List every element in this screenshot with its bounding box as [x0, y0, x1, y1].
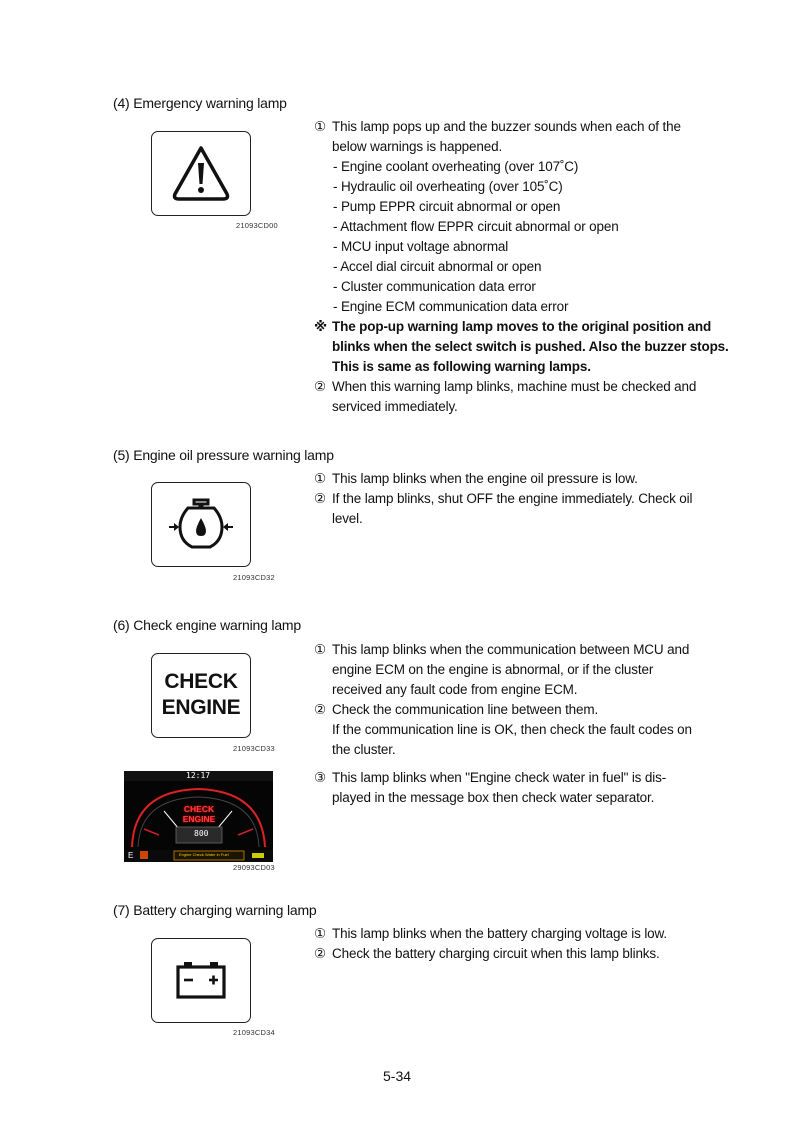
- battery-icon: [152, 939, 250, 1022]
- figure-code-emergency: 21093CD00: [236, 221, 278, 230]
- line-text: - Hydraulic oil overheating (over 105˚C): [333, 179, 563, 194]
- line-text: This lamp pops up and the buzzer sounds when each of the: [332, 119, 681, 134]
- description-line: [314, 944, 660, 964]
- description-line: [314, 700, 598, 720]
- list-marker: ②: [314, 379, 326, 394]
- cluster-message-box: Engine Check Water in Fuel: [179, 852, 229, 857]
- line-text: blinks when the select switch is pushed. Also the buzzer stops.: [332, 339, 729, 354]
- line-text: below warnings is happened.: [332, 139, 503, 154]
- line-text: This is same as following warning lamps.: [332, 359, 591, 374]
- cluster-check-engine-warning: [182, 804, 216, 824]
- description-line: [314, 720, 692, 740]
- line-text: played in the message box then check water separator.: [332, 790, 655, 805]
- list-marker: ③: [314, 770, 326, 785]
- check-engine-icon: [152, 669, 250, 721]
- description-line: [333, 197, 560, 217]
- line-text: level.: [332, 511, 363, 526]
- line-text: - Engine ECM communication data error: [333, 299, 569, 314]
- line-text: - Pump EPPR circuit abnormal or open: [333, 199, 561, 214]
- list-marker: ①: [314, 642, 326, 657]
- description-line: [314, 680, 577, 700]
- cluster-check-label: CHECK: [183, 804, 215, 814]
- figure-code-check: 21093CD33: [233, 744, 275, 753]
- engine-label: ENGINE: [161, 696, 241, 719]
- check-label: CHECK: [164, 670, 238, 693]
- oil-pressure-icon: [152, 483, 250, 566]
- list-marker: ①: [314, 119, 326, 134]
- description-line: [314, 924, 667, 944]
- line-text: - Accel dial circuit abnormal or open: [333, 259, 542, 274]
- line-text: - Cluster communication data error: [333, 279, 536, 294]
- line-text: The pop-up warning lamp moves to the original position and: [332, 319, 712, 334]
- description-line: [333, 177, 563, 197]
- line-text: - Engine coolant overheating (over 107˚C): [333, 159, 579, 174]
- description-line: [314, 660, 653, 680]
- emergency-lamp-box: [151, 131, 251, 216]
- line-text: This lamp blinks when the battery charging voltage is low.: [332, 926, 667, 941]
- list-marker: ②: [314, 946, 326, 961]
- cluster-engine-label: ENGINE: [182, 814, 216, 824]
- line-text: This lamp blinks when the engine oil pressure is low.: [332, 471, 638, 486]
- line-text: If the communication line is OK, then check the fault codes on: [332, 722, 692, 737]
- warning-triangle-icon: [152, 132, 250, 215]
- line-text: engine ECM on the engine is abnormal, or if the cluster: [332, 662, 654, 677]
- cluster-rpm-readout: 800: [194, 829, 209, 838]
- list-marker: ※: [314, 319, 327, 334]
- description-line: [333, 237, 508, 257]
- line-text: received any fault code from engine ECM.: [332, 682, 578, 697]
- description-line: [314, 469, 638, 489]
- line-text: This lamp blinks when the communication between MCU and: [332, 642, 690, 657]
- description-line: [314, 788, 654, 808]
- figure-code-oil: 21093CD32: [233, 573, 275, 582]
- line-text: When this warning lamp blinks, machine must be checked and: [332, 379, 697, 394]
- line-text: If the lamp blinks, shut OFF the engine immediately. Check oil: [332, 491, 693, 506]
- description-line: [314, 640, 689, 660]
- cluster-fuel-empty-label: E: [128, 851, 134, 860]
- description-line: [314, 137, 502, 157]
- list-marker: ①: [314, 471, 326, 486]
- description-line: [314, 357, 591, 377]
- description-line: [333, 217, 619, 237]
- section-heading-check: (6) Check engine warning lamp: [113, 617, 301, 633]
- battery-lamp-box: [151, 938, 251, 1023]
- line-text: Check the communication line between them.: [332, 702, 599, 717]
- description-line: [314, 509, 363, 529]
- line-text: This lamp blinks when "Engine check water in fuel" is dis-: [332, 770, 667, 785]
- description-line: [333, 257, 541, 277]
- description-line: [314, 768, 666, 788]
- check-engine-lamp-box: [151, 653, 251, 738]
- figure-code-cluster: 29093CD03: [233, 863, 275, 872]
- description-line: [314, 117, 681, 137]
- line-text: the cluster.: [332, 742, 396, 757]
- description-line: [314, 489, 692, 509]
- list-marker: ②: [314, 491, 326, 506]
- list-marker: ①: [314, 926, 326, 941]
- line-text: - Attachment flow EPPR circuit abnormal or open: [333, 219, 619, 234]
- figure-code-battery: 21093CD34: [233, 1028, 275, 1037]
- section-heading-emergency: (4) Emergency warning lamp: [113, 95, 287, 111]
- section-heading-oil: (5) Engine oil pressure warning lamp: [113, 447, 334, 463]
- description-line: [333, 157, 578, 177]
- description-line: [314, 397, 458, 417]
- oil-lamp-box: [151, 482, 251, 567]
- description-line: [314, 317, 711, 337]
- list-marker: ②: [314, 702, 326, 717]
- description-line: [314, 337, 729, 357]
- section-heading-battery: (7) Battery charging warning lamp: [113, 902, 317, 918]
- page-number: 5-34: [383, 1068, 412, 1084]
- description-line: [333, 297, 568, 317]
- cluster-time-readout: 12:17: [186, 771, 211, 780]
- description-line: [314, 377, 696, 397]
- description-line: [314, 740, 396, 760]
- description-line: [333, 277, 536, 297]
- line-text: - MCU input voltage abnormal: [333, 239, 509, 254]
- line-text: serviced immediately.: [332, 399, 458, 414]
- line-text: Check the battery charging circuit when this lamp blinks.: [332, 946, 660, 961]
- cluster-display-image: [124, 771, 273, 862]
